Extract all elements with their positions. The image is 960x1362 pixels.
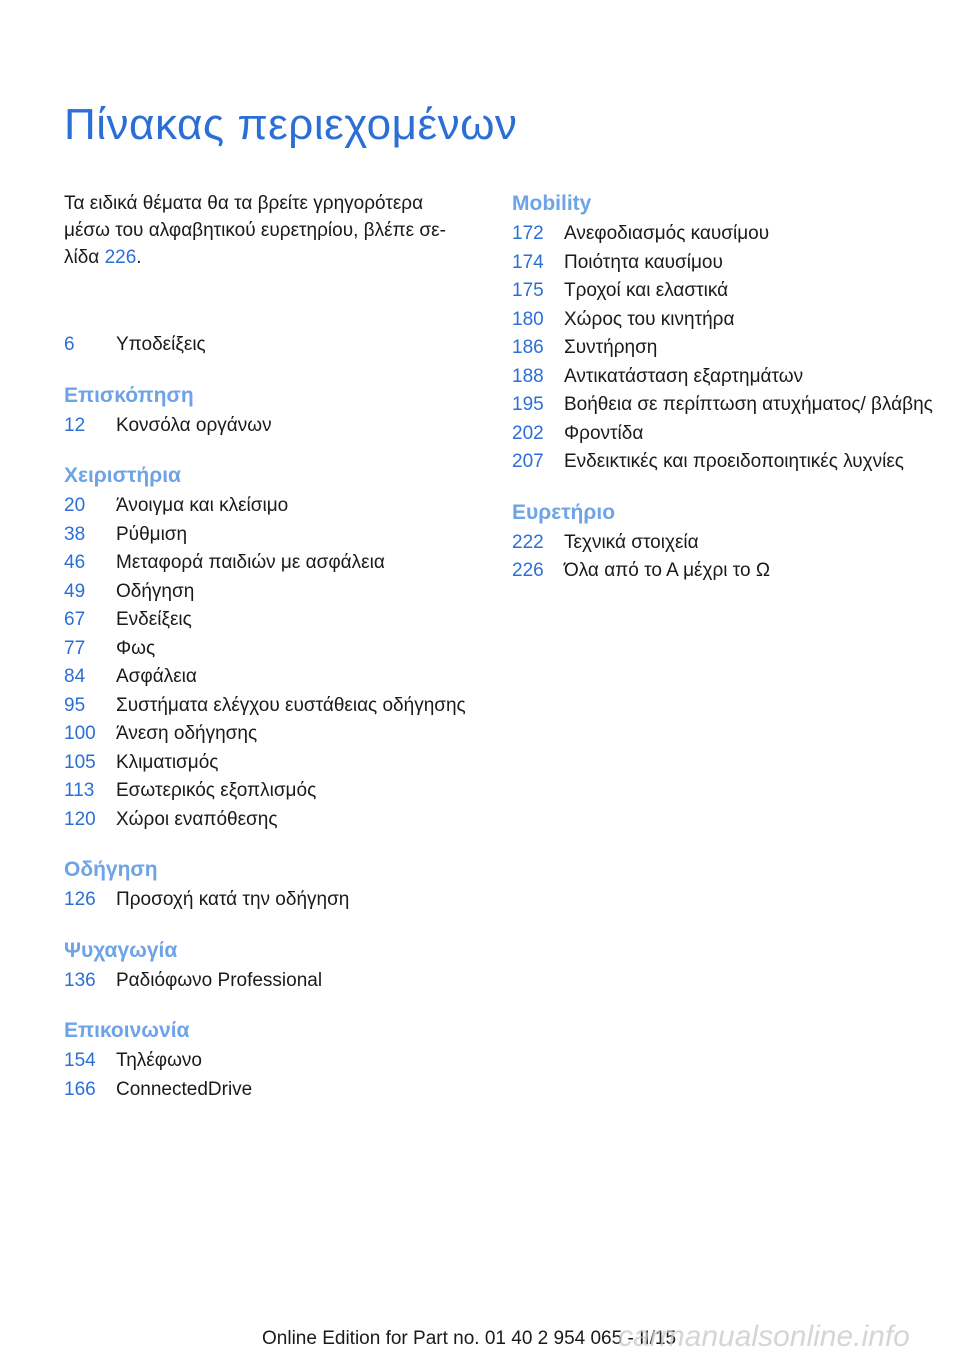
intro-end: . — [136, 247, 142, 268]
page-number-link[interactable]: 172 — [512, 223, 544, 244]
entry-label: Χώροι εναπόθεσης — [116, 808, 278, 830]
section-heading: Mobility — [512, 192, 592, 215]
toc-left-column — [64, 190, 474, 1104]
toc-entry[interactable] — [64, 521, 474, 550]
entry-label: Συστήματα ελέγχου ευστάθειας οδήγησης — [116, 694, 466, 716]
entry-label: Φως — [116, 637, 156, 659]
page-number-link[interactable]: 105 — [64, 751, 96, 773]
toc-entry[interactable] — [512, 334, 942, 363]
toc-entry[interactable] — [64, 1076, 474, 1105]
right-sections — [512, 190, 942, 586]
page-number-link[interactable]: 226 — [512, 560, 544, 581]
entry-label: Άνοιγμα και κλείσιμο — [116, 495, 289, 516]
section-heading: Ευρετήριο — [512, 500, 616, 524]
toc-section — [64, 462, 474, 834]
toc-entry[interactable] — [64, 412, 474, 441]
toc-entry[interactable] — [512, 557, 942, 586]
page-number-link[interactable]: 77 — [64, 637, 86, 659]
entry-label: Χώρος του κινητήρα — [564, 308, 735, 330]
toc-entry[interactable] — [64, 635, 474, 664]
entry-label: Αντικατάσταση εξαρτημάτων — [564, 365, 804, 387]
page-number-link[interactable]: 222 — [512, 531, 544, 553]
page-number-link[interactable]: 202 — [512, 422, 544, 444]
page-number-link[interactable]: 49 — [64, 580, 86, 602]
entry-label: Όλα από το Α μέχρι το Ω — [564, 560, 771, 581]
page-number-link[interactable]: 126 — [64, 889, 96, 910]
page-number-link[interactable]: 188 — [512, 365, 544, 387]
left-sections — [64, 331, 474, 1104]
toc-section — [64, 382, 474, 441]
page-number-link[interactable]: 120 — [64, 808, 96, 830]
intro-page-link[interactable]: 226 — [104, 247, 137, 268]
page-number-link[interactable]: 67 — [64, 609, 86, 630]
entry-label: Εσωτερικός εξοπλισμός — [116, 780, 317, 801]
page-number-link[interactable]: 100 — [64, 723, 96, 744]
entry-label: Τεχνικά στοιχεία — [564, 531, 699, 553]
toc-section — [64, 937, 474, 996]
toc-entry[interactable] — [64, 578, 474, 607]
footer-edition: Online Edition for Part no. 01 40 2 954 065 - II/15 — [262, 1328, 677, 1349]
page-number-link[interactable]: 38 — [64, 523, 86, 545]
page-number-link[interactable]: 136 — [64, 969, 96, 991]
toc-entry[interactable] — [64, 886, 474, 915]
page-number-link[interactable]: 166 — [64, 1078, 96, 1100]
section-heading: Επικοινωνία — [64, 1019, 190, 1042]
entry-label: Κλιματισμός — [116, 751, 219, 773]
watermark: carmanualsonline.info — [618, 1320, 910, 1353]
toc-entry[interactable] — [64, 720, 474, 749]
toc-entry[interactable] — [64, 1047, 474, 1076]
entry-label: Ενδεικτικές και προειδοποιητικές λυχνίες — [564, 451, 904, 472]
toc-entry[interactable] — [64, 492, 474, 521]
toc-entry[interactable] — [512, 249, 942, 278]
page-number-link[interactable]: 20 — [64, 495, 86, 516]
entry-label: Τηλέφωνο — [116, 1050, 202, 1071]
page-number-link[interactable]: 174 — [512, 251, 544, 273]
toc-entry[interactable] — [64, 692, 474, 721]
entry-label: Συντήρηση — [564, 337, 658, 358]
toc-section — [512, 499, 942, 586]
section-heading: Επισκόπηση — [64, 383, 194, 407]
toc-right-column — [512, 190, 942, 586]
entry-label: Προσοχή κατά την οδήγηση — [116, 889, 350, 910]
page-number-link[interactable]: 46 — [64, 552, 86, 573]
section-heading: Χειριστήρια — [64, 464, 181, 487]
entry-label: Τροχοί και ελαστικά — [564, 280, 729, 301]
page-number-link[interactable]: 207 — [512, 451, 544, 472]
entry-label: Οδήγηση — [116, 580, 195, 602]
toc-section — [512, 190, 942, 477]
entry-label: Ραδιόφωνο Professional — [116, 969, 323, 991]
page-number-link[interactable]: 175 — [512, 280, 544, 301]
toc-section — [64, 856, 474, 915]
toc-entry[interactable] — [64, 663, 474, 692]
entry-label: Ποιότητα καυσίμου — [564, 251, 723, 273]
entry-label: Άνεση οδήγησης — [116, 723, 258, 744]
toc-entry[interactable] — [64, 331, 474, 360]
entry-label: Φροντίδα — [564, 422, 644, 444]
page-number-link[interactable]: 154 — [64, 1050, 96, 1071]
page-number-link[interactable]: 6 — [64, 334, 75, 355]
entry-label: ConnectedDrive — [116, 1078, 253, 1100]
section-heading: Ψυχαγωγία — [64, 938, 178, 962]
toc-entry[interactable] — [512, 391, 942, 420]
page-number-link[interactable]: 113 — [64, 780, 95, 801]
page-title: Πίνακας περιεχομένων — [64, 100, 518, 149]
entry-label: Ανεφοδιασμός καυσίμου — [564, 223, 770, 244]
toc-entry[interactable] — [64, 806, 474, 835]
toc-entry[interactable] — [64, 749, 474, 778]
entry-label: Ενδείξεις — [116, 609, 192, 630]
page-number-link[interactable]: 12 — [64, 414, 86, 436]
intro-text: Τα ειδικά θέματα θα τα βρείτε γρηγορότερα μέσω του αλφαβητικού ευρετηρίου, βλέπε σε-λίδα — [64, 193, 446, 268]
entry-label: Βοήθεια σε περίπτωση ατυχήματος/ βλάβης — [564, 394, 933, 415]
toc-entry[interactable] — [64, 777, 474, 806]
toc-entry[interactable] — [64, 606, 474, 635]
toc-entry[interactable] — [512, 306, 942, 335]
page-number-link[interactable]: 186 — [512, 337, 544, 358]
entry-label: Μεταφορά παιδιών με ασφάλεια — [116, 552, 385, 573]
page-number-link[interactable]: 95 — [64, 694, 86, 716]
toc-entry[interactable] — [512, 220, 942, 249]
section-heading: Οδήγηση — [64, 858, 158, 881]
entry-label: Ρύθμιση — [116, 523, 188, 545]
entry-label: Υποδείξεις — [116, 334, 206, 355]
entry-label: Κονσόλα οργάνων — [116, 414, 272, 436]
page-number-link[interactable]: 180 — [512, 308, 544, 330]
toc-section — [64, 1017, 474, 1104]
toc-entry[interactable] — [512, 529, 942, 558]
toc-entry[interactable] — [512, 363, 942, 392]
intro-paragraph — [64, 190, 474, 271]
toc-entry[interactable] — [64, 967, 474, 996]
entry-label: Ασφάλεια — [116, 666, 197, 687]
toc-entry[interactable] — [64, 549, 474, 578]
toc-entry[interactable] — [512, 448, 942, 477]
toc-entry[interactable] — [512, 420, 942, 449]
toc-entry[interactable] — [512, 277, 942, 306]
page-number-link[interactable]: 84 — [64, 666, 86, 687]
page-number-link[interactable]: 195 — [512, 394, 544, 415]
toc-section — [64, 331, 474, 360]
